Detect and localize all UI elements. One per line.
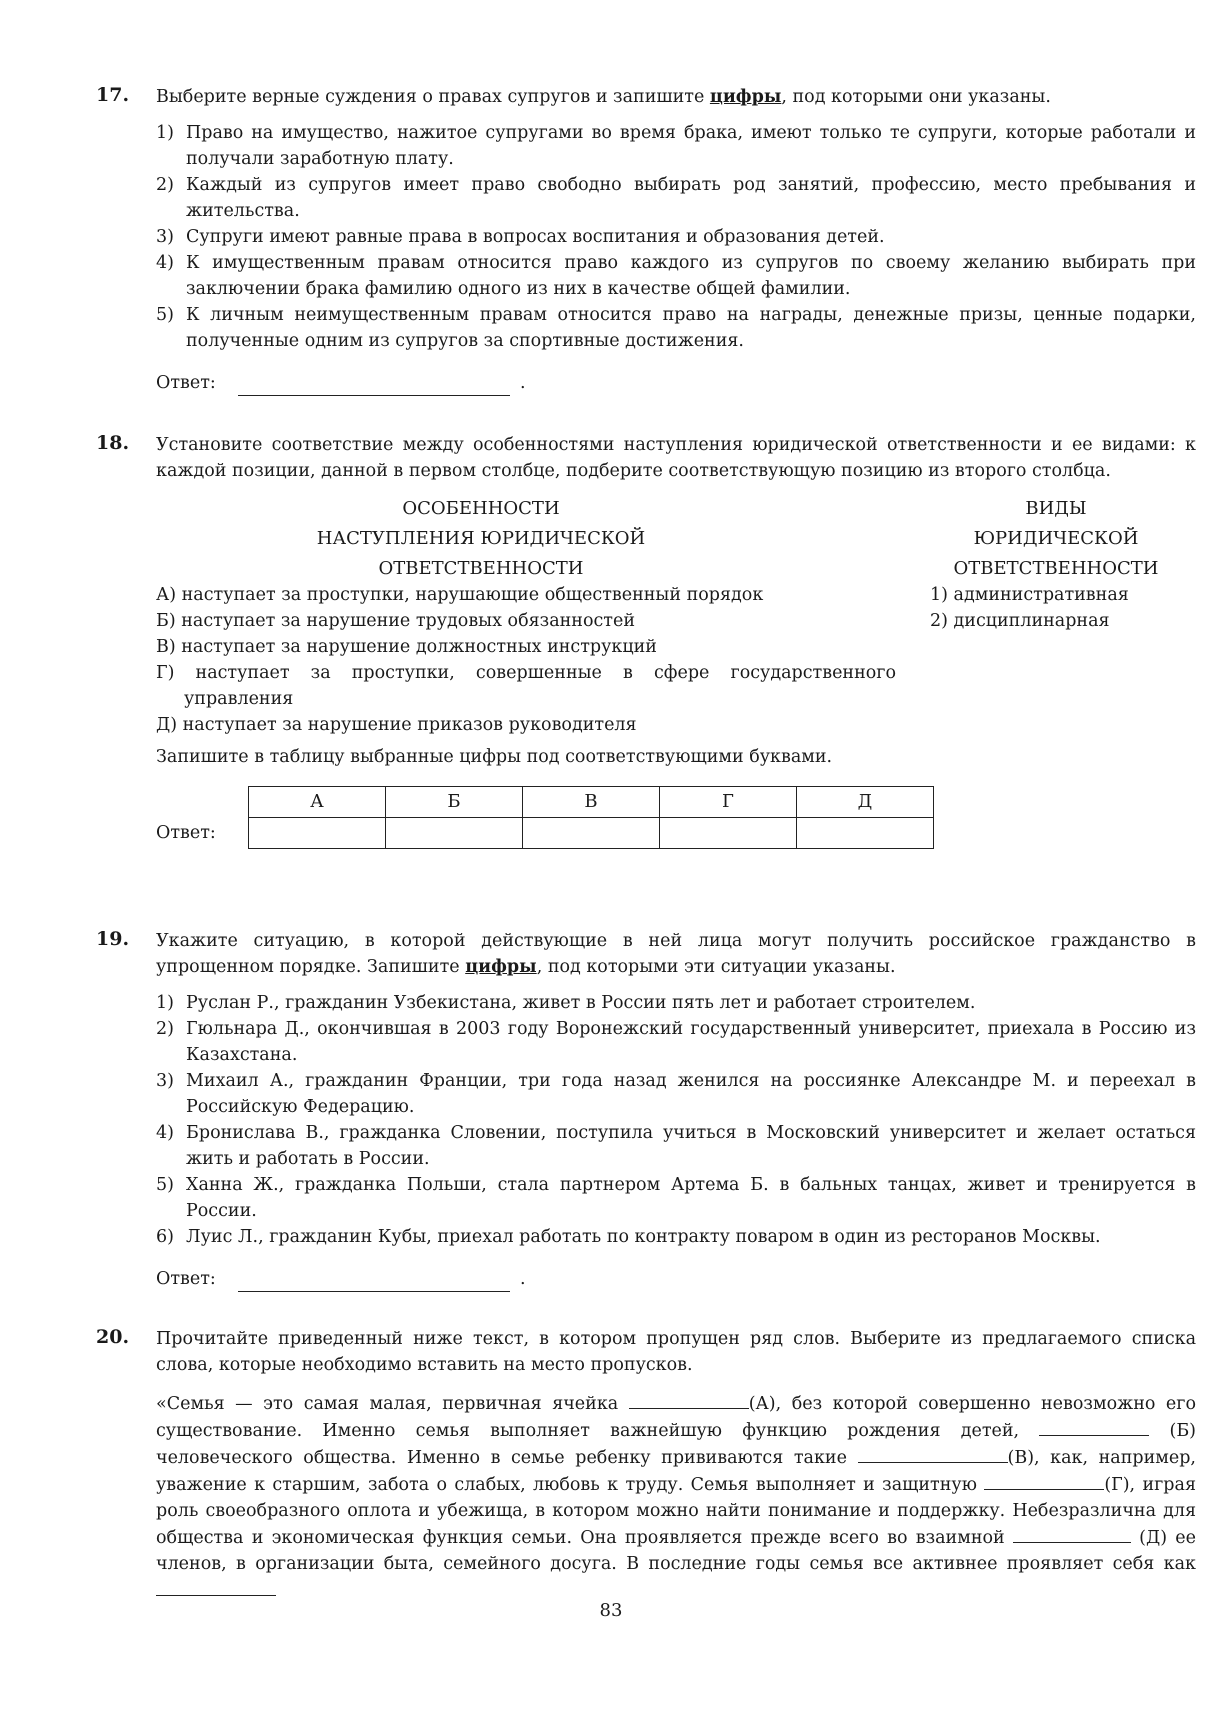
page-number: 83	[599, 1600, 623, 1621]
task-number: 19.	[96, 928, 130, 950]
option-list	[156, 120, 1196, 354]
left-column-header: ОСОБЕННОСТИ НАСТУПЛЕНИЯ ЮРИДИЧЕСКОЙ ОТВЕТСТВЕННОСТИ	[316, 498, 646, 579]
table-header-cell: А	[249, 787, 386, 818]
table-header-cell: Г	[660, 787, 797, 818]
option-list	[156, 990, 1196, 1250]
answer-label: Ответ:	[156, 823, 216, 843]
option-item: 1) Руслан Р., гражданин Узбекистана, живет в России пять лет и работает строителем.	[156, 993, 976, 1013]
answer-row: Ответ: .	[156, 1266, 1196, 1292]
answer-table	[248, 786, 934, 849]
option-item: 3) Супруги имеют равные права в вопросах воспитания и образования детей.	[156, 227, 885, 247]
task-question: Выберите верные суждения о правах супругов и запишите цифры, под которыми они указаны.	[156, 87, 1051, 107]
table-header-cell: Б	[386, 787, 523, 818]
task-20	[96, 1326, 1196, 1604]
gap-text: «Семья — это самая малая, первичная ячейка (А), без которой совершенно невозможно его существование. Именно семья выполняет важнейшую функцию рождения детей, (Б) человеческого общества. Именно в семье ребенку прививаются такие (В), как, например, уважение к старшим, забота о слабых, любовь к труду. Семья выполняет и защитную (Г), играя роль своеобразного оплота и убежища, в котором можно найти понимание и поддержку. Небезразлична для общества и экономическая функция семьи. Она проявляется прежде всего во взаимной (Д) ее членов, в организации быта, семейного досуга. В последние годы семья все активнее проявляет себя как	[156, 1390, 1196, 1604]
task-17	[96, 84, 1196, 396]
list-item: 1) административная	[930, 585, 1129, 605]
list-item: 2) дисциплинарная	[930, 611, 1110, 631]
gap-v[interactable]	[858, 1444, 1008, 1463]
option-item: 4) Бронислава В., гражданка Словении, поступила учиться в Московский университет и желает остаться жить и работать в России.	[156, 1123, 1196, 1169]
answer-cell[interactable]	[797, 818, 934, 849]
task-number: 20.	[96, 1326, 130, 1348]
task-19	[96, 928, 1196, 1292]
table-header-cell: В	[523, 787, 660, 818]
table-header-cell: Д	[797, 787, 934, 818]
list-item: Б) наступает за нарушение трудовых обязанностей	[156, 611, 635, 631]
option-item: 5) Ханна Ж., гражданка Польши, стала партнером Артема Б. в бальных танцах, живет и тренируется в России.	[156, 1175, 1196, 1221]
task-question: Прочитайте приведенный ниже текст, в котором пропущен ряд слов. Выберите из предлагаемого списка слова, которые необходимо вставить на место пропусков.	[156, 1329, 1196, 1375]
answer-label: Ответ:	[156, 1269, 216, 1289]
gap-a[interactable]	[629, 1390, 749, 1409]
answer-cell[interactable]	[386, 818, 523, 849]
option-item: 5) К личным неимущественным правам относится право на награды, денежные призы, ценные подарки, полученные одним из супругов за спортивные достижения.	[156, 305, 1196, 351]
gap-e[interactable]	[156, 1577, 276, 1596]
option-item: 3) Михаил А., гражданин Франции, три года назад женился на россиянке Александре М. и переехал в Российскую Федерацию.	[156, 1071, 1196, 1117]
option-item: 4) К имущественным правам относится право каждого из супругов по своему желанию выбирать при заключении брака фамилию одного из них в качестве общей фамилии.	[156, 253, 1196, 299]
task-question: Укажите ситуацию, в которой действующие в ней лица могут получить российское гражданство в упрощенном порядке. Запишите цифры, под которыми эти ситуации указаны.	[156, 931, 1196, 977]
answer-table-row	[156, 786, 1196, 852]
task-18	[96, 432, 1196, 852]
option-item: 6) Луис Л., гражданин Кубы, приехал работать по контракту поваром в один из ресторанов Москвы.	[156, 1227, 1101, 1247]
right-column-header: ВИДЫ ЮРИДИЧЕСКОЙ ОТВЕТСТВЕННОСТИ	[953, 498, 1159, 579]
list-item: В) наступает за нарушение должностных инструкций	[156, 637, 657, 657]
matching-columns	[156, 494, 1196, 734]
list-item: А) наступает за проступки, нарушающие общественный порядок	[156, 585, 764, 605]
list-item: Д) наступает за нарушение приказов руководителя	[156, 715, 637, 735]
gap-d[interactable]	[1013, 1524, 1131, 1543]
option-item: 2) Каждый из супругов имеет право свободно выбирать род занятий, профессию, место пребывания и жительства.	[156, 175, 1196, 221]
left-column-list	[156, 582, 896, 738]
answer-row: Ответ: .	[156, 370, 1196, 396]
answer-cell[interactable]	[523, 818, 660, 849]
option-item: 2) Гюльнара Д., окончившая в 2003 году Воронежский государственный университет, приехала в Россию из Казахстана.	[156, 1019, 1196, 1065]
answer-cell[interactable]	[249, 818, 386, 849]
gap-b[interactable]	[1039, 1417, 1149, 1436]
task-number: 17.	[96, 84, 130, 106]
answer-field[interactable]	[238, 1271, 510, 1292]
answer-label: Ответ:	[156, 373, 216, 393]
task-number: 18.	[96, 432, 130, 454]
list-item: Г) наступает за проступки, совершенные в сфере государственного управления	[156, 663, 896, 709]
right-column-list	[930, 582, 1190, 634]
answer-cell[interactable]	[660, 818, 797, 849]
gap-g[interactable]	[984, 1471, 1104, 1490]
table-instruction: Запишите в таблицу выбранные цифры под соответствующими буквами.	[156, 747, 833, 767]
option-item: 1) Право на имущество, нажитое супругами во время брака, имеют только те супруги, которые работали и получали заработную плату.	[156, 123, 1196, 169]
task-question: Установите соответствие между особенностями наступления юридической ответственности и ее видами: к каждой позиции, данной в первом столбце, подберите соответствующую позицию из второго столбца.	[156, 435, 1196, 481]
answer-field[interactable]	[238, 375, 510, 396]
